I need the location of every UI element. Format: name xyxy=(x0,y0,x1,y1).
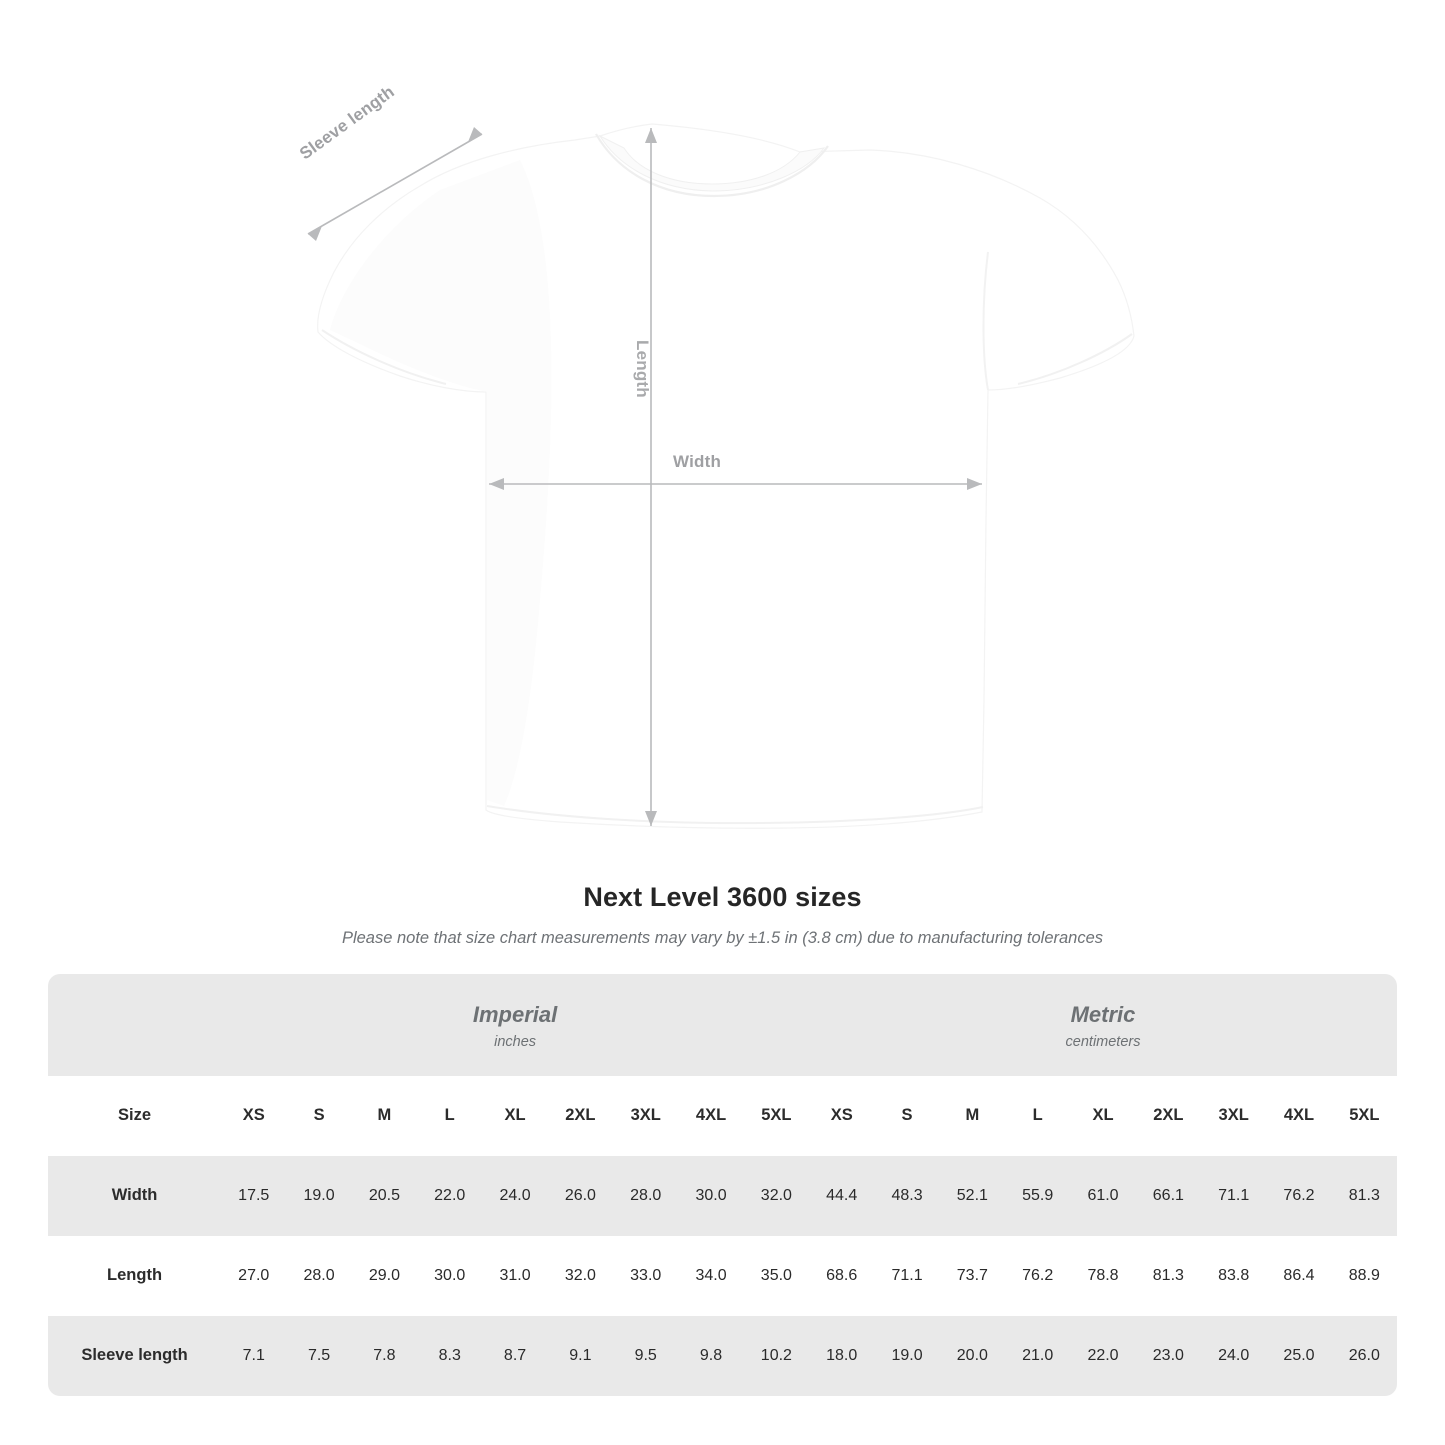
cell-width-15: 71.1 xyxy=(1201,1156,1266,1236)
annotation-length: Length xyxy=(633,340,652,398)
row-label-sleeve-length: Sleeve length xyxy=(48,1316,221,1396)
cell-length-3: 30.0 xyxy=(417,1236,482,1316)
cell-sleeve-12: 21.0 xyxy=(1005,1316,1070,1396)
header-col-10: S xyxy=(874,1076,939,1156)
cell-length-2: 29.0 xyxy=(352,1236,417,1316)
table-row xyxy=(48,1156,1397,1236)
cell-sleeve-8: 10.2 xyxy=(744,1316,809,1396)
cell-width-9: 44.4 xyxy=(809,1156,874,1236)
header-col-17: 5XL xyxy=(1332,1076,1397,1156)
header-col-1: S xyxy=(286,1076,351,1156)
row-label-length: Length xyxy=(48,1236,221,1316)
cell-length-11: 73.7 xyxy=(940,1236,1005,1316)
cell-width-4: 24.0 xyxy=(482,1156,547,1236)
cell-length-0: 27.0 xyxy=(221,1236,286,1316)
header-col-8: 5XL xyxy=(744,1076,809,1156)
cell-sleeve-6: 9.5 xyxy=(613,1316,678,1396)
table-row xyxy=(48,1236,1397,1316)
cell-length-4: 31.0 xyxy=(482,1236,547,1316)
size-table-wrapper xyxy=(48,974,1397,1396)
header-col-9: XS xyxy=(809,1076,874,1156)
cell-length-7: 34.0 xyxy=(678,1236,743,1316)
cell-length-14: 81.3 xyxy=(1136,1236,1201,1316)
annotation-width: Width xyxy=(673,452,722,471)
header-col-2: M xyxy=(352,1076,417,1156)
cell-length-15: 83.8 xyxy=(1201,1236,1266,1316)
cell-width-1: 19.0 xyxy=(286,1156,351,1236)
cell-sleeve-10: 19.0 xyxy=(874,1316,939,1396)
cell-width-7: 30.0 xyxy=(678,1156,743,1236)
unit-group-row xyxy=(48,974,1397,1076)
cell-width-2: 20.5 xyxy=(352,1156,417,1236)
cell-length-17: 88.9 xyxy=(1332,1236,1397,1316)
unit-group-imperial-label: Imperial xyxy=(472,1002,558,1027)
cell-length-12: 76.2 xyxy=(1005,1236,1070,1316)
cell-length-10: 71.1 xyxy=(874,1236,939,1316)
cell-length-6: 33.0 xyxy=(613,1236,678,1316)
tolerance-note: Please note that size chart measurements may vary by ±1.5 in (3.8 cm) due to manufacturing tolerances xyxy=(341,929,1104,947)
cell-length-13: 78.8 xyxy=(1070,1236,1135,1316)
cell-width-8: 32.0 xyxy=(744,1156,809,1236)
header-col-12: L xyxy=(1005,1076,1070,1156)
cell-sleeve-16: 25.0 xyxy=(1266,1316,1331,1396)
cell-width-10: 48.3 xyxy=(874,1156,939,1236)
header-col-14: 2XL xyxy=(1136,1076,1201,1156)
cell-sleeve-2: 7.8 xyxy=(352,1316,417,1396)
cell-sleeve-9: 18.0 xyxy=(809,1316,874,1396)
unit-group-imperial xyxy=(221,974,809,1076)
cell-sleeve-1: 7.5 xyxy=(286,1316,351,1396)
page-title: Next Level 3600 sizes xyxy=(583,882,862,912)
header-col-6: 3XL xyxy=(613,1076,678,1156)
cell-width-5: 26.0 xyxy=(548,1156,613,1236)
unit-group-metric-label: Metric xyxy=(1070,1002,1136,1027)
header-col-11: M xyxy=(940,1076,1005,1156)
cell-width-0: 17.5 xyxy=(221,1156,286,1236)
unit-group-metric-unit: centimeters xyxy=(1065,1033,1141,1050)
unit-group-imperial-unit: inches xyxy=(494,1033,537,1050)
cell-width-3: 22.0 xyxy=(417,1156,482,1236)
table-corner-cell xyxy=(48,974,221,1076)
cell-sleeve-5: 9.1 xyxy=(548,1316,613,1396)
header-col-13: XL xyxy=(1070,1076,1135,1156)
cell-sleeve-14: 23.0 xyxy=(1136,1316,1201,1396)
cell-sleeve-11: 20.0 xyxy=(940,1316,1005,1396)
header-col-0: XS xyxy=(221,1076,286,1156)
cell-length-1: 28.0 xyxy=(286,1236,351,1316)
header-col-3: L xyxy=(417,1076,482,1156)
unit-group-metric xyxy=(809,974,1397,1076)
cell-width-6: 28.0 xyxy=(613,1156,678,1236)
cell-sleeve-3: 8.3 xyxy=(417,1316,482,1396)
header-col-15: 3XL xyxy=(1201,1076,1266,1156)
cell-width-14: 66.1 xyxy=(1136,1156,1201,1236)
header-col-7: 4XL xyxy=(678,1076,743,1156)
table-header-row xyxy=(48,1076,1397,1156)
cell-width-11: 52.1 xyxy=(940,1156,1005,1236)
cell-sleeve-7: 9.8 xyxy=(678,1316,743,1396)
table-row xyxy=(48,1316,1397,1396)
tshirt-shape xyxy=(318,124,1134,828)
header-col-5: 2XL xyxy=(548,1076,613,1156)
cell-length-9: 68.6 xyxy=(809,1236,874,1316)
cell-sleeve-15: 24.0 xyxy=(1201,1316,1266,1396)
row-label-width: Width xyxy=(48,1156,221,1236)
cell-width-12: 55.9 xyxy=(1005,1156,1070,1236)
cell-sleeve-17: 26.0 xyxy=(1332,1316,1397,1396)
cell-sleeve-0: 7.1 xyxy=(221,1316,286,1396)
title-block xyxy=(0,882,1445,948)
cell-length-5: 32.0 xyxy=(548,1236,613,1316)
annotation-sleeve-length: Sleeve length xyxy=(296,82,398,164)
cell-sleeve-4: 8.7 xyxy=(482,1316,547,1396)
cell-sleeve-13: 22.0 xyxy=(1070,1316,1135,1396)
cell-length-16: 86.4 xyxy=(1266,1236,1331,1316)
cell-length-8: 35.0 xyxy=(744,1236,809,1316)
header-col-16: 4XL xyxy=(1266,1076,1331,1156)
cell-width-13: 61.0 xyxy=(1070,1156,1135,1236)
header-col-4: XL xyxy=(482,1076,547,1156)
cell-width-17: 81.3 xyxy=(1332,1156,1397,1236)
cell-width-16: 76.2 xyxy=(1266,1156,1331,1236)
header-size-label: Size xyxy=(48,1076,221,1156)
size-table xyxy=(48,974,1397,1396)
